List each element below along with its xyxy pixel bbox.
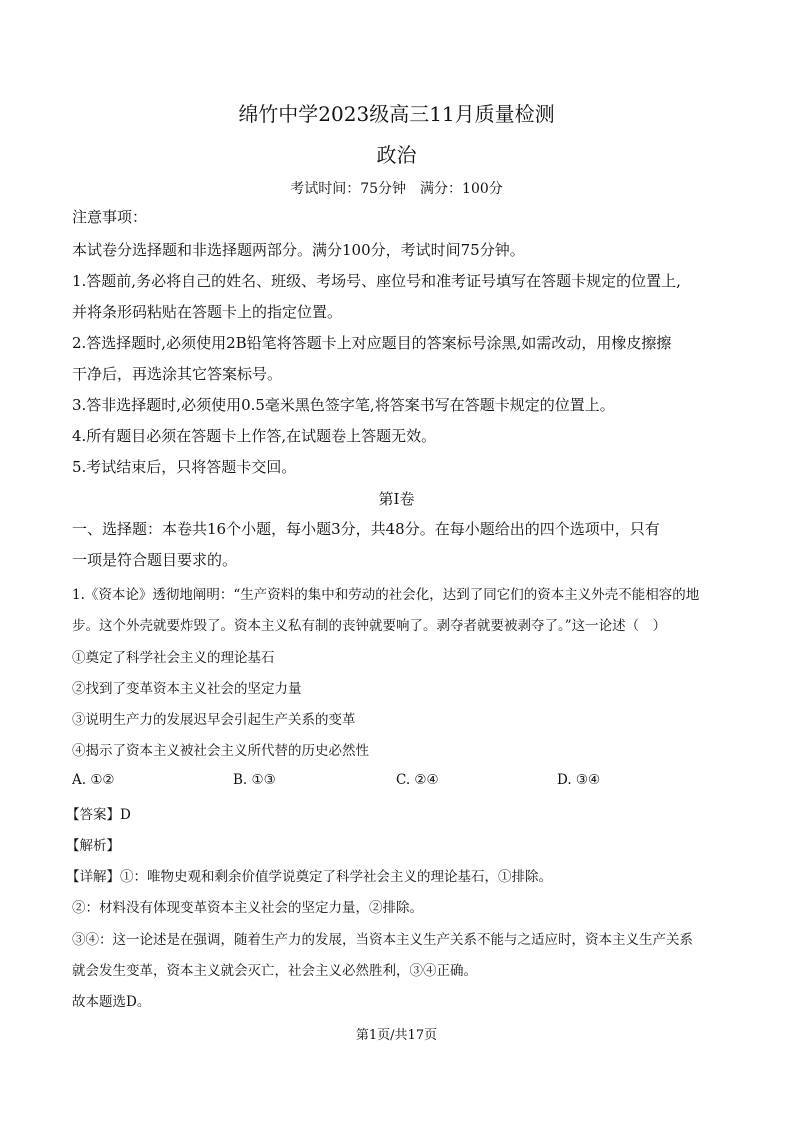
section-intro-line: 一项是符合题目要求的。: [72, 551, 238, 569]
detail-tag: 【详解】: [66, 869, 120, 885]
exam-title: 绵竹中学2023级高三11月质量检测: [238, 102, 555, 126]
option-a: A. ①②: [72, 772, 115, 788]
notice-line: 并将条形码粘贴在答题卡上的指定位置。: [72, 303, 343, 321]
subject-title: 政治: [376, 143, 417, 167]
notice-line: 5.考试结束后，只将答题卡交回。: [72, 458, 297, 476]
option-c: C. ②④: [396, 772, 439, 788]
question-statement: ①奠定了科学社会主义的理论基石: [72, 650, 275, 666]
question-stem-line: 1.《资本论》透彻地阐明：“生产资料的集中和劳动的社会化，达到了同它们的资本主义外壳不能相容的地: [72, 587, 700, 603]
question-statement: ③说明生产力的发展迟早会引起生产关系的变革: [72, 712, 356, 728]
question-statement: ②找到了变革资本主义社会的坚定力量: [72, 681, 302, 697]
notice-line: 4.所有题目必须在答题卡上作答,在试题卷上答题无效。: [72, 427, 437, 445]
notice-line: 1.答题前,务必将自己的姓名、班级、考场号、座位号和准考证号填写在答题卡规定的位置上,: [72, 272, 681, 290]
option-d: D. ③④: [557, 772, 601, 788]
notice-line: 2.答选择题时,必须使用2B铅笔将答题卡上对应题目的答案标号涂黑,如需改动，用橡皮擦擦: [72, 334, 672, 352]
detail-line: ②：材料没有体现变革资本主义社会的坚定力量，②排除。: [72, 900, 423, 916]
detail-line: 故本题选D。: [72, 994, 151, 1010]
page-number: 第1页/共17页: [355, 1028, 438, 1043]
notice-line: 本试卷分选择题和非选择题两部分。满分100分，考试时间75分钟。: [72, 241, 525, 259]
detail-text: ①：唯物史观和剩余价值学说奠定了科学社会主义的理论基石，①排除。: [120, 869, 552, 885]
question-stem-line: 步。这个外壳就要炸毁了。资本主义私有制的丧钟就要响了。剥夺者就要被剥夺了。”这一论述（ ）: [72, 618, 667, 634]
analysis-tag: 【解析】: [66, 838, 120, 854]
answer-line: [66, 803, 131, 823]
answer-tag: 【答案】: [66, 807, 120, 823]
section-title: 第Ⅰ卷: [378, 490, 415, 508]
section-intro-line: 一、选择题：本卷共16个小题，每小题3分，共48分。在每小题给出的四个选项中，只有: [72, 520, 660, 538]
notice-line: 干净后，再选涂其它答案标号。: [72, 365, 283, 383]
notice-heading: 注意事项：: [72, 208, 148, 226]
notice-line: 3.答非选择题时,必须使用0.5毫米黑色签字笔,将答案书写在答题卡规定的位置上。: [72, 396, 615, 414]
detail-line: [66, 865, 552, 885]
option-b: B. ①③: [233, 772, 276, 788]
exam-info: 考试时间：75分钟 满分：100分: [290, 181, 503, 197]
answer-value: D: [120, 807, 131, 823]
detail-line: ③④：这一论述是在强调，随着生产力的发展，当资本主义生产关系不能与之适应时，资本主义生产关系: [72, 932, 693, 948]
question-statement: ④揭示了资本主义被社会主义所代替的历史必然性: [72, 743, 369, 759]
detail-line: 就会发生变革，资本主义就会灭亡，社会主义必然胜利，③④正确。: [72, 963, 477, 979]
